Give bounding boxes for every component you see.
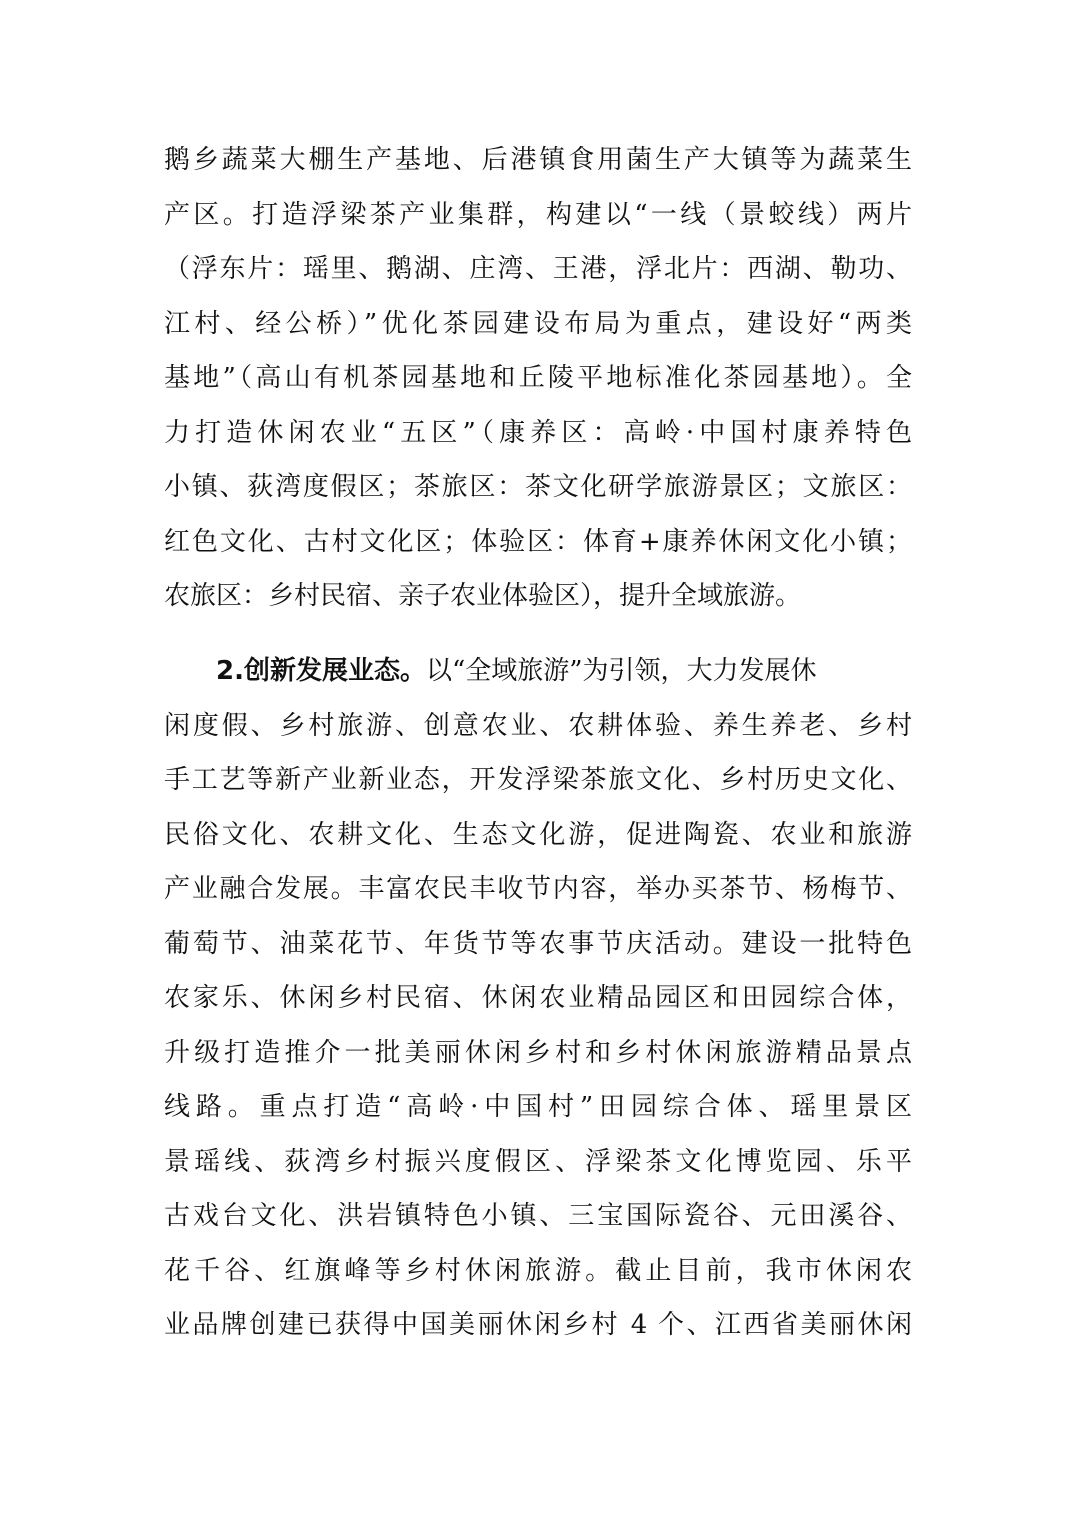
paragraph-1 — [164, 133, 912, 624]
section-heading: 2.创新发展业态。 — [216, 656, 426, 686]
paragraph-line: 葡萄节、油菜花节、年货节等农事节庆活动。建设一批特色 — [164, 928, 912, 959]
paragraph-line: 基地”（高山有机茶园基地和丘陵平地标准化茶园基地）。全 — [164, 363, 912, 393]
paragraph-2 — [164, 644, 912, 1353]
paragraph-line: 古戏台文化、洪岩镇特色小镇、三宝国际瓷谷、元田溪谷、 — [164, 1201, 912, 1231]
paragraph-line: 产区。打造浮梁茶产业集群，构建以“一线（景蛟线）两片 — [164, 199, 912, 230]
paragraph-line: 农家乐、休闲乡村民宿、休闲农业精品园区和田园综合体， — [164, 983, 912, 1013]
paragraph-line: 花千谷、红旗峰等乡村休闲旅游。截止目前，我市休闲农 — [164, 1255, 912, 1286]
paragraph-line: 业品牌创建已获得中国美丽休闲乡村 4 个、江西省美丽休闲 — [164, 1310, 912, 1340]
paragraph-line: 鹅乡蔬菜大棚生产基地、后港镇食用菌生产大镇等为蔬菜生 — [164, 145, 912, 175]
paragraph-line: 景瑶线、荻湾乡村振兴度假区、浮梁茶文化博览园、乐平 — [164, 1146, 912, 1177]
paragraph-line: 红色文化、古村文化区；体验区：体育+康养休闲文化小镇； — [164, 526, 912, 557]
paragraph-last-line: 农旅区：乡村民宿、亲子农业体验区），提升全域旅游。 — [164, 581, 802, 611]
paragraph-line: 民俗文化、农耕文化、生态文化游，促进陶瓷、农业和旅游 — [164, 819, 912, 850]
paragraph-line: 小镇、荻湾度假区；茶旅区：茶文化研学旅游景区；文旅区： — [164, 472, 912, 502]
paragraph-line: 线路。重点打造“高岭·中国村”田园综合体、瑶里景区 — [164, 1092, 912, 1122]
paragraph-line: 手工艺等新产业新业态，开发浮梁茶旅文化、乡村历史文化、 — [164, 765, 912, 795]
paragraph-line: 产业融合发展。丰富农民丰收节内容，举办买茶节、杨梅节、 — [164, 874, 912, 904]
paragraph-first-line — [164, 644, 912, 699]
paragraph-line: 江村、经公桥）”优化茶园建设布局为重点，建设好“两类 — [164, 308, 912, 339]
paragraph-line: 升级打造推介一批美丽休闲乡村和乡村休闲旅游精品景点 — [164, 1037, 912, 1068]
paragraph-line: 闲度假、乡村旅游、创意农业、农耕体验、养生养老、乡村 — [164, 710, 912, 741]
paragraph-line: 力打造休闲农业“五区”（康养区：高岭·中国村康养特色 — [164, 417, 912, 448]
paragraph-line: （浮东片：瑶里、鹅湖、庄湾、王港，浮北片：西湖、勒功、 — [164, 254, 912, 284]
heading-line-text: 以“全域旅游”为引领，大力发展休 — [425, 656, 817, 686]
